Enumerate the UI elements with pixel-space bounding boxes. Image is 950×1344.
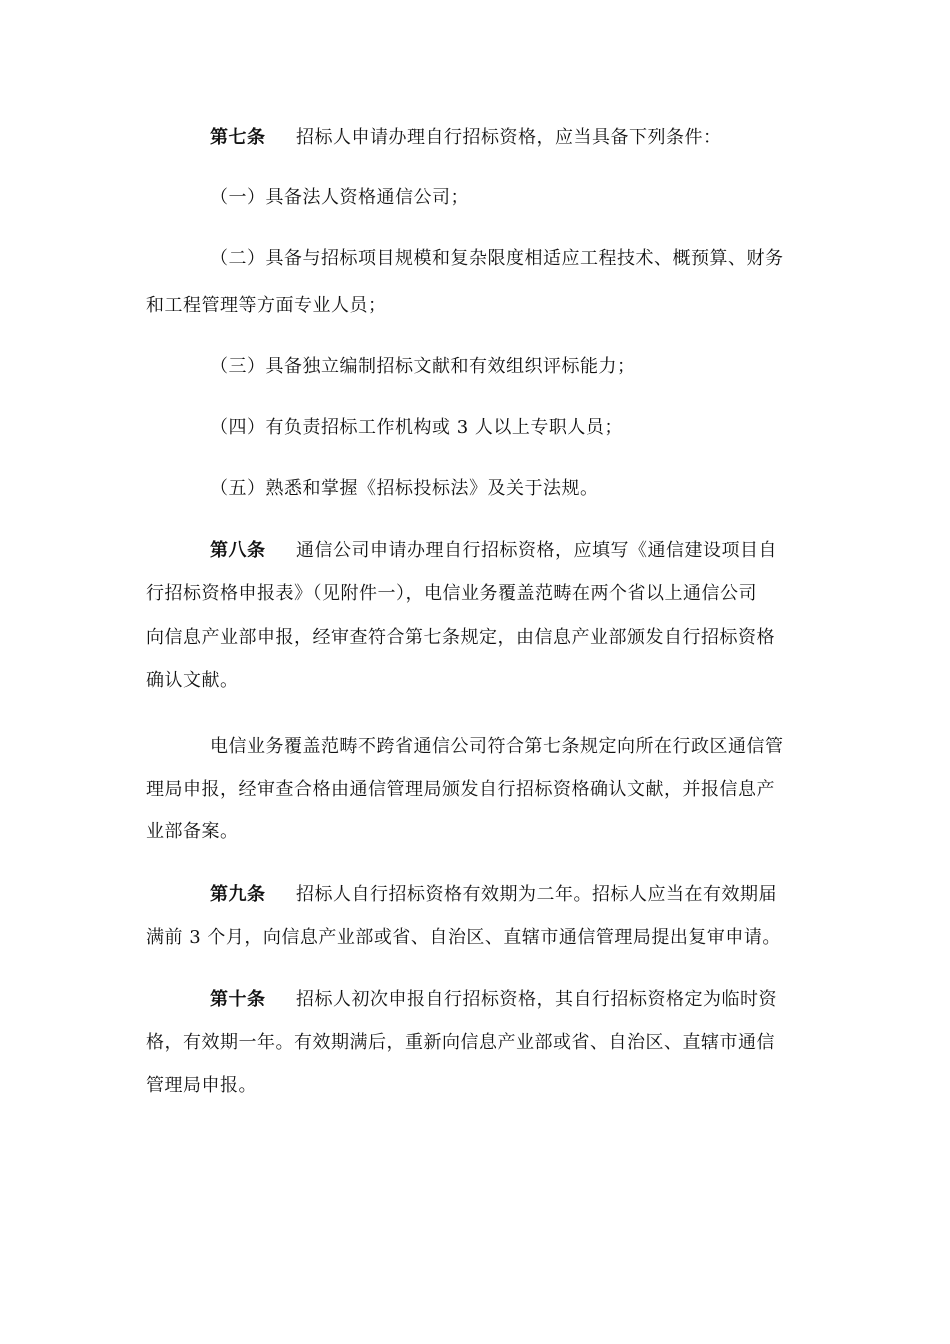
article7-intro: 招标人申请办理自行招标资格，应当具备下列条件： [296, 127, 722, 148]
article10-heading: 第十条 [210, 989, 266, 1010]
article9-line1 [210, 883, 880, 907]
article8-para2-line1: 电信业务覆盖范畴不跨省通信公司符合第七条规定向所在行政区通信管 [210, 736, 784, 757]
article8-para2-line2: 理局申报，经审查合格由通信管理局颁发自行招标资格确认文献，并报信息产 [146, 779, 775, 800]
article7-item5: （五）熟悉和掌握《招标投标法》及关于法规。 [210, 478, 599, 499]
article7-item2: （二）具备与招标项目规模和复杂限度相适应工程技术、概预算、财务 [210, 248, 784, 269]
article10-line1 [210, 988, 880, 1012]
article8-line2: 行招标资格申报表》（见附件一），电信业务覆盖范畴在两个省以上通信公司 [146, 583, 757, 604]
article8-text1: 通信公司申请办理自行招标资格，应填写《通信建设项目自 [296, 540, 777, 561]
article9-line2: 满前 3 个月，向信息产业部或省、自治区、直辖市通信管理局提出复审申请。 [146, 927, 781, 948]
article10-text1: 招标人初次申报自行招标资格，其自行招标资格定为临时资 [296, 989, 777, 1010]
article7-heading: 第七条 [210, 127, 266, 148]
article9-text1: 招标人自行招标资格有效期为二年。招标人应当在有效期届 [296, 884, 777, 905]
article7-line1 [210, 126, 880, 150]
article8-para2-line3: 业部备案。 [146, 821, 239, 842]
article7-item2-cont: 和工程管理等方面专业人员； [146, 295, 387, 316]
article8-heading: 第八条 [210, 540, 266, 561]
article8-line1 [210, 539, 880, 563]
article7-item4: （四）有负责招标工作机构或 3 人以上专职人员； [210, 417, 623, 438]
article8-line3: 向信息产业部申报，经审查符合第七条规定，由信息产业部颁发自行招标资格 [146, 627, 775, 648]
article7-item3: （三）具备独立编制招标文献和有效组织评标能力； [210, 356, 636, 377]
article10-line3: 管理局申报。 [146, 1075, 257, 1096]
article9-heading: 第九条 [210, 884, 266, 905]
article8-line4: 确认文献。 [146, 670, 239, 691]
article7-item1: （一）具备法人资格通信公司； [210, 187, 469, 208]
article10-line2: 格，有效期一年。有效期满后，重新向信息产业部或省、自治区、直辖市通信 [146, 1032, 775, 1053]
